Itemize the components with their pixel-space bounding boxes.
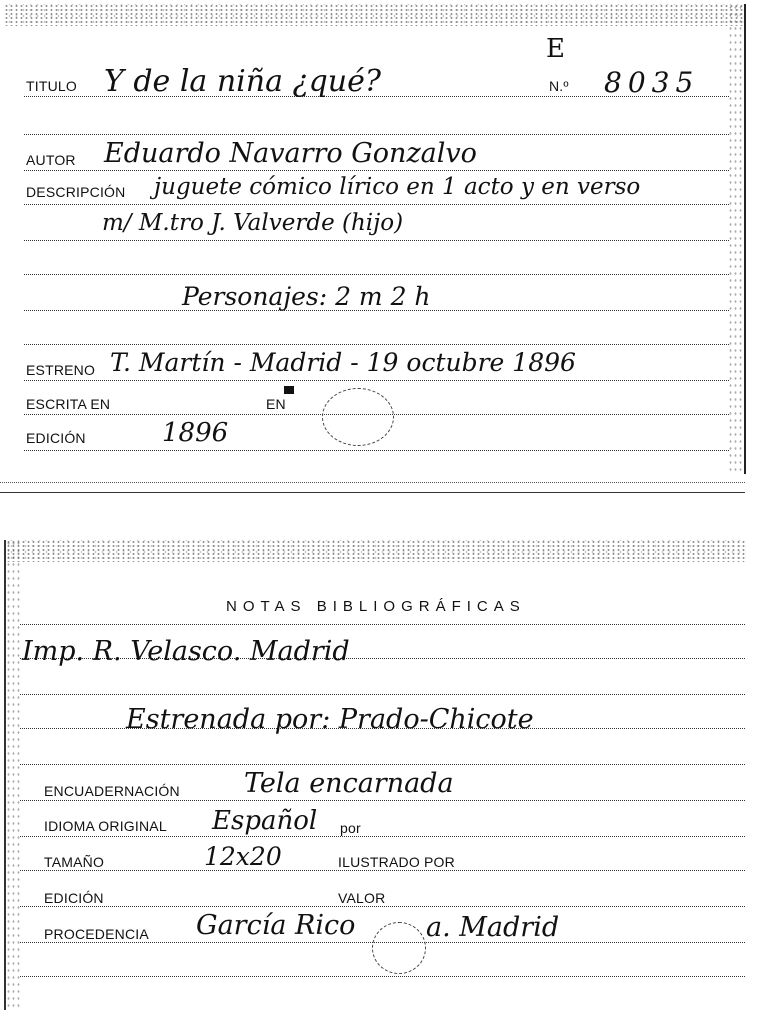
estreno-label: ESTRENO [26, 362, 96, 378]
encuadernacion-value: Tela encarnada [244, 768, 454, 799]
escrita-label: ESCRITA EN [26, 396, 111, 412]
rule-line [24, 450, 729, 451]
titulo-label: TITULO [26, 78, 77, 94]
rule-line [24, 380, 729, 381]
numero-label: N.º [549, 78, 569, 94]
titulo-value: Y de la niña ¿qué? [104, 64, 381, 99]
rule-line [20, 800, 745, 801]
estrenada-note: Estrenada por: Prado-Chicote [126, 704, 534, 735]
en-label: EN [266, 396, 286, 412]
descripcion-line1: juguete cómico lírico en 1 acto y en verso [154, 174, 641, 200]
tamano-value: 12x20 [204, 842, 282, 871]
ink-mark [284, 386, 294, 394]
rule-line [24, 240, 729, 241]
rule-line [20, 870, 745, 871]
estreno-value: T. Martín - Madrid - 19 octubre 1896 [110, 348, 576, 377]
procedencia-value: García Rico [196, 910, 356, 941]
rule-line [24, 274, 729, 275]
rule-line [20, 624, 745, 625]
rule-line [20, 906, 745, 907]
rule-line [24, 134, 729, 135]
edicion-value: 1896 [162, 418, 229, 448]
edicion-label: EDICIÓN [26, 430, 86, 446]
scan-noise-edge [728, 4, 744, 474]
ilustrado-label: ILUSTRADO POR [338, 854, 455, 870]
procedencia-label: PROCEDENCIA [44, 926, 149, 942]
numero-value: 8035 [604, 66, 700, 99]
scan-noise-edge [6, 540, 22, 1010]
rule-line [24, 170, 729, 171]
tamano-label: TAMAÑO [44, 854, 105, 870]
imprenta-note: Imp. R. Velasco. Madrid [22, 636, 350, 667]
rule-line [20, 694, 745, 695]
numero-prefix: E [546, 34, 565, 64]
rule-line [20, 836, 745, 837]
encuadernacion-label: ENCUADERNACIÓN [44, 783, 180, 799]
procedencia-value2: a. Madrid [426, 912, 560, 943]
faded-stamp [372, 922, 426, 974]
idioma-label: IDIOMA ORIGINAL [44, 818, 167, 834]
autor-label: AUTOR [26, 152, 76, 168]
rule-line [24, 344, 729, 345]
divider [0, 492, 745, 493]
edicion-label: EDICIÓN [44, 890, 104, 906]
rule-line [20, 764, 745, 765]
personajes-note: Personajes: 2 m 2 h [182, 282, 431, 311]
rule-line [20, 976, 745, 977]
descripcion-line2: m/ M.tro J. Valverde (hijo) [102, 210, 404, 236]
descripcion-label: DESCRIPCIÓN [26, 184, 126, 200]
valor-label: VALOR [338, 890, 386, 906]
rule-line [24, 204, 729, 205]
scan-noise-top [6, 540, 746, 562]
top-catalog-card [4, 4, 746, 474]
faded-stamp [322, 388, 394, 446]
autor-value: Eduardo Navarro Gonzalvo [104, 138, 477, 169]
notas-title: NOTAS BIBLIOGRÁFICAS [226, 598, 526, 615]
scan-noise-top [4, 4, 744, 26]
idioma-value: Español [212, 806, 318, 836]
divider [0, 482, 745, 483]
por-label: por [340, 820, 361, 836]
bottom-catalog-card [4, 540, 746, 1010]
